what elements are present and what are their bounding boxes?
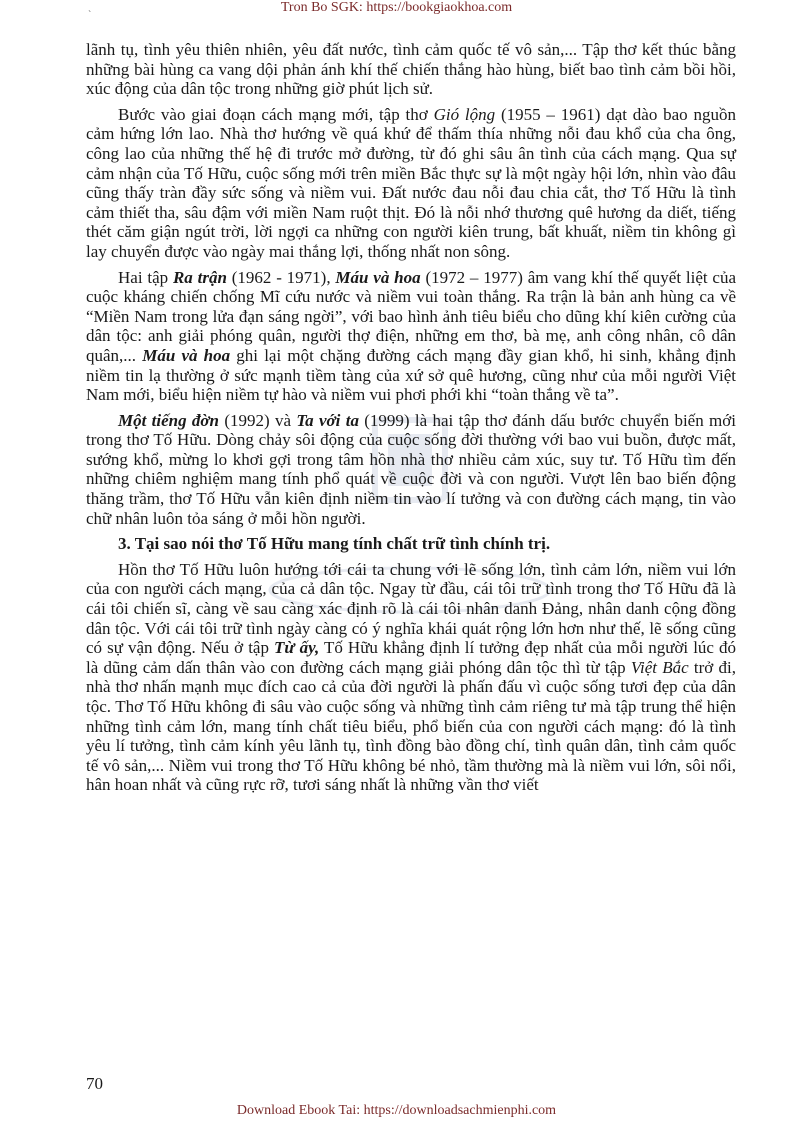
text-span: ghi lại một chặng đường cách mạng đầy gian khổ, hi sinh, khẳng định niềm tin lạ thường ở sức mạnh tiềm tàng của xứ sở quê hương, cũng như của mỗi người Việt Nam mới, biểu hiện niềm tự hào và niềm vui phơi phới khi “toàn thắng về ta”. bbox=[86, 345, 737, 405]
text-span: (1992) và bbox=[219, 410, 297, 430]
text-span: (1962 - 1971), bbox=[226, 267, 336, 287]
book-title: Một tiếng đờn bbox=[118, 410, 220, 430]
book-title: Từ ấy, bbox=[274, 638, 320, 658]
book-title: Ta với ta bbox=[296, 410, 359, 430]
document-body bbox=[86, 40, 736, 801]
text-span: Bước vào giai đoạn cách mạng mới, tập thơ bbox=[118, 104, 434, 124]
book-title: Gió lộng bbox=[433, 104, 496, 124]
footer-download-link[interactable]: Download Ebook Tai: https://downloadsachmienphi.com bbox=[236, 1103, 557, 1118]
corner-mark: ` bbox=[88, 10, 92, 21]
book-title: Việt Bắc bbox=[630, 657, 689, 677]
text-span: (1955 – 1961) dạt dào bao nguồn cảm hứng lớn lao. Nhà thơ hướng về quá khứ để thấm thía những nỗi đau khổ của cha ông, công lao của những thế hệ đi trước mở đường, từ đó ghi sâu ân tình của cách mạng. Qua sự cảm nhận của Tố Hữu, cuộc sống mới trên miền Bắc thực sự là một ngày hội lớn, nhìn vào đâu cũng thấy tràn đầy sức sống và niềm vui. Đất nước đau nỗi đau chia cắt, thơ Tố Hữu là tình cảm thiết tha, sâu đậm với miền Nam ruột thịt. Đó là nỗi nhớ thương quê hương da diết, tiếng thét căm giận ngút trời, lời ngợi ca những con người kiên trung, bất khuất, niềm tin không gì lay chuyển được vào ngày mai thắng lợi, thống nhất non sông. bbox=[86, 104, 737, 261]
text-span: trở đi, nhà thơ nhấn mạnh mục đích cao cả của đời người là phấn đấu vì cuộc sống tươi đẹp của dân tộc. Thơ Tố Hữu không đi sâu vào cuộc sống và những tình cảm riêng tư mà tập trung thể hiện những tình cảm lớn, mang tính chất tiêu biểu, phổ biến của con người cách mạng: đó là tình yêu lí tưởng, tình cảm kính yêu lãnh tụ, tình đồng bào đồng chí, tình quân dân, tình cảm quốc tế vô sản,... Niềm vui trong thơ Tố Hữu không bé nhỏ, tầm thường mà là niềm vui lớn, sôi nổi, hân hoan nhất và cũng rực rỡ, tươi sáng nhất là những vần thơ viết bbox=[86, 657, 736, 795]
paragraph-ra-tran bbox=[86, 268, 736, 405]
page-number: 70 bbox=[86, 1074, 103, 1093]
book-title: Ra trận bbox=[172, 267, 227, 287]
text-span: (1972 – 1977) âm vang khí thế quyết liệt của cuộc kháng chiến chống Mĩ cứu nước và niềm vui toàn thắng. Ra trận là bản anh hùng ca về “Miền Nam trong lửa đạn sáng ngời”, với bao hình ảnh tiêu biểu cho dũng khí kiên cường của dân tộc: anh giải phóng quân, người thợ điện, những em thơ, bà mẹ, anh công nhân, cô dân quân,... bbox=[86, 267, 736, 365]
text-span: Hai tập bbox=[118, 267, 173, 287]
header-source-link[interactable]: Tron Bo SGK: https://bookgiaokhoa.com bbox=[280, 0, 513, 15]
paragraph-gio-long bbox=[86, 105, 736, 262]
paragraph-mot-tieng-don bbox=[86, 411, 736, 529]
paragraph-intro: lãnh tụ, tình yêu thiên nhiên, yêu đất nước, tình cảm quốc tế vô sản,... Tập thơ kết thúc bằng những bài hùng ca vang dội phản ánh khí thế chiến thắng hào hùng, biết bao tình cảm bồi hồi, xúc động của dân tộc trong những giờ phút lịch sử. bbox=[86, 40, 736, 99]
section-heading: 3. Tại sao nói thơ Tố Hữu mang tính chất trữ tình chính trị. bbox=[118, 534, 551, 554]
text-span: Hồn thơ Tố Hữu luôn hướng tới cái ta chung với lẽ sống lớn, tình cảm lớn, niềm vui lớn của con người cách mạng, của cả dân tộc. Ngay từ đầu, cái tôi trữ tình trong thơ Tố Hữu đã là cái tôi chiến sĩ, càng về sau càng xác định rõ là cái tôi nhân danh Đảng, nhân danh cộng đồng dân tộc. Với cái tôi trữ tình ngày càng có ý nghĩa khái quát rộng lớn hơn như thế, lẽ sống cũng có sự vận động. Nếu ở tập bbox=[86, 559, 736, 658]
paragraph-tru-tinh bbox=[86, 560, 736, 795]
text-span: (1999) là hai tập thơ đánh dấu bước chuyển biến mới trong thơ Tố Hữu. Dòng chảy sôi động của cuộc sống đời thường với bao vui buồn, được mất, sướng khổ, mừng lo khơi gợi trong tâm hồn nhà thơ nhiều cảm xúc, suy tư. Tố Hữu tìm đến những chiêm nghiệm mang tính phổ quát về cuộc đời và con người. Vượt lên bao biến động thăng trầm, thơ Tố Hữu vẫn kiên định niềm tin vào lí tưởng và con đường cách mạng, tin vào chữ nhân luôn tỏa sáng ở mỗi hồn người. bbox=[86, 410, 736, 528]
book-title: Máu và hoa bbox=[335, 267, 421, 287]
book-title: Máu và hoa bbox=[142, 345, 231, 365]
text-span: Tố Hữu khẳng định lí tưởng đẹp nhất của mỗi người lúc đó là dũng cảm dấn thân vào con đường cách mạng giải phóng dân tộc thì từ tập bbox=[86, 638, 736, 677]
